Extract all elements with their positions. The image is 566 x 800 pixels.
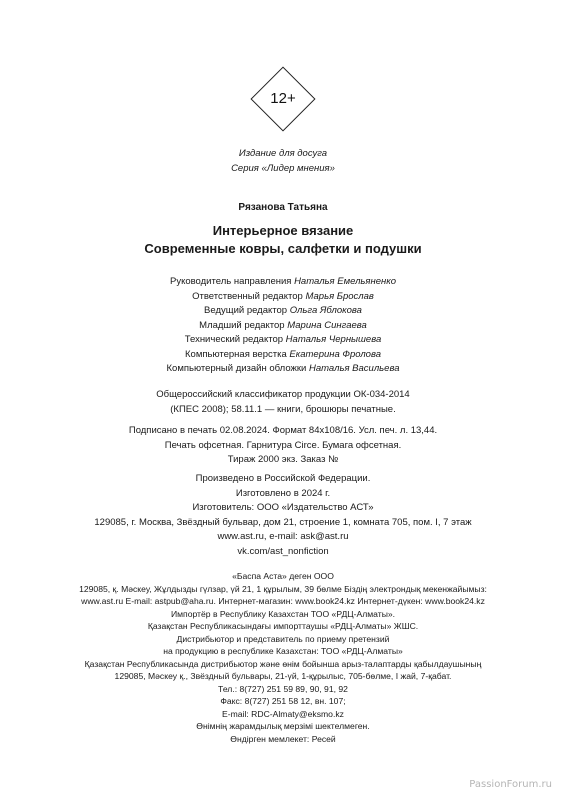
production-line: Изготовлено в 2024 г. — [235, 487, 331, 499]
credit-name: Наталья Чернышева — [285, 334, 382, 345]
production-block — [0, 472, 566, 559]
credit-role: Технический редактор — [184, 334, 284, 345]
credit-name: Марья Брослав — [305, 290, 374, 302]
classifier-line: (КПЕС 2008); 58.11.1 — книги, брошюры печатные. — [170, 403, 396, 415]
production-line: Произведено в Российской Федерации. — [195, 473, 371, 484]
credit-row — [0, 275, 566, 290]
credit-role: Компьютерная верстка — [185, 348, 287, 360]
production-line: Изготовитель: ООО «Издательство АСТ» — [192, 502, 374, 513]
credit-name: Ольга Яблокова — [289, 305, 362, 316]
author-name: Рязанова Татьяна — [238, 202, 328, 213]
credit-role: Руководитель направления — [169, 276, 292, 287]
production-line: vk.com/ast_nonfiction — [237, 545, 329, 557]
production-line: 129085, г. Москва, Звёздный бульвар, дом 21, строение 1, комната 705, пом. I, 7 этаж — [94, 516, 472, 528]
age-rating-text: 12+ — [270, 90, 296, 107]
kazakh-info-line: Факс: 8(727) 251 58 12, вн. 107; — [220, 696, 346, 706]
credit-role: Компьютерный дизайн обложки — [166, 363, 307, 374]
kazakh-info-line: «Баспа Аста» деген ООО — [232, 571, 334, 581]
credit-role: Ведущий редактор — [204, 305, 288, 316]
credit-row — [0, 348, 566, 363]
print-info-block — [0, 424, 566, 468]
credit-row — [0, 319, 566, 334]
kazakh-info-line: Өнімнің жарамдылық мерзімі шектелмеген. — [196, 721, 370, 731]
edition-type: Издание для досуга — [238, 148, 328, 159]
credit-row — [0, 304, 566, 319]
watermark: PassionForum.ru — [469, 779, 552, 790]
kazakh-info-line: Қазақстан Республикасындағы импорттаушы «РДЦ-Алматы» ЖШС. — [147, 621, 419, 631]
print-info-line: Тираж 2000 экз. Заказ № — [227, 454, 339, 465]
kazakhstan-info-block — [0, 570, 566, 745]
book-subtitle: Современные ковры, салфетки и подушки — [144, 241, 422, 256]
kazakh-info-line: Дистрибьютор и представитель по приему претензий — [176, 633, 390, 644]
credit-name: Екатерина Фролова — [289, 348, 381, 360]
kazakh-info-line: на продукцию в республике Казахстан: ТОО «РДЦ-Алматы» — [163, 646, 403, 656]
book-title-line1: Интерьерное вязание — [212, 223, 354, 238]
kazakh-info-line: 129085, Мәскеу қ., Звёздный бульвары, 21-үй, 1-құрылыс, 705-бөлме, I жай, 7-қабат. — [114, 671, 452, 681]
credit-name: Наталья Емельяненко — [294, 276, 397, 287]
age-rating-badge — [250, 66, 316, 132]
series-name: Серия «Лидер мнения» — [231, 163, 335, 174]
credits-block — [0, 275, 566, 377]
credit-name: Наталья Васильева — [308, 363, 400, 374]
credit-row — [0, 290, 566, 305]
credit-name: Марина Сингаева — [287, 319, 367, 331]
classifier-line: Общероссийский классификатор продукции ОК-034-2014 — [156, 389, 410, 400]
kazakh-info-line: 129085, қ. Мәскеу, Жұлдызды гүлзар, үй 21, 1 құрылым, 39 бөлме Біздің электрондық мекенжайымыз: — [79, 583, 487, 594]
kazakh-info-line: Өндірген мемлекет: Ресей — [230, 733, 336, 744]
production-line: www.ast.ru, e-mail: ask@ast.ru — [217, 531, 349, 542]
print-info-line: Подписано в печать 02.08.2024. Формат 84х108/16. Усл. печ. л. 13,44. — [128, 425, 438, 436]
kazakh-info-line: E-mail: RDC-Almaty@eksmo.kz — [222, 708, 344, 719]
credit-role: Ответственный редактор — [192, 290, 303, 302]
credit-row — [0, 333, 566, 348]
classifier-block — [0, 388, 566, 417]
kazakh-info-line: Тел.: 8(727) 251 59 89, 90, 91, 92 — [218, 683, 348, 694]
kazakh-info-line: Қазақстан Республикасында дистрибьютор және өнім бойынша арыз-талаптарды қабылдаушының — [84, 658, 482, 669]
print-info-line: Печать офсетная. Гарнитура Circe. Бумага офсетная. — [164, 439, 402, 451]
kazakh-info-line: Импортёр в Республику Казахстан ТОО «РДЦ-Алматы». — [170, 608, 396, 619]
kazakh-info-line: www.ast.ru E-mail: astpub@aha.ru. Интернет-магазин: www.book24.kz Интернет-дүкен: www.book24.kz — [81, 596, 485, 606]
credit-role: Младший редактор — [199, 319, 285, 331]
credit-row — [0, 362, 566, 377]
